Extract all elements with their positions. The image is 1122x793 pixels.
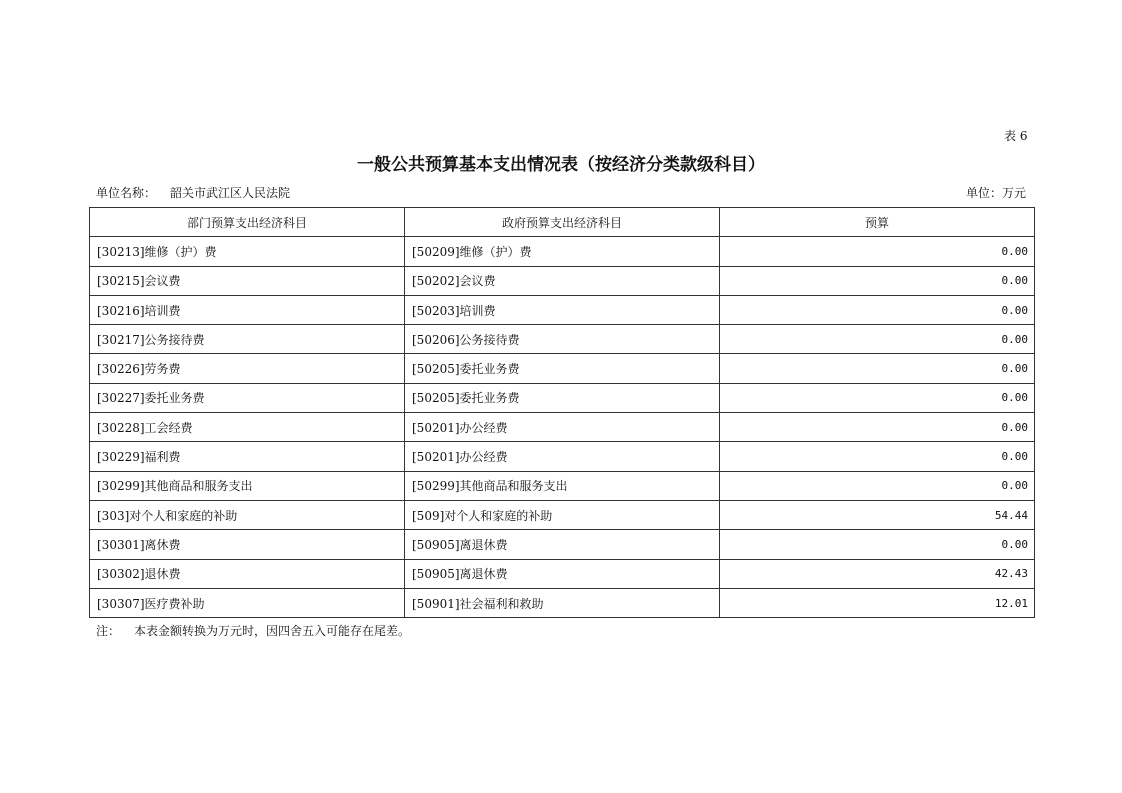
dept-subject-cell: [30307]医疗费补助 — [90, 588, 405, 617]
budget-amount-cell: 0.00 — [720, 471, 1035, 500]
dept-subject-cell: [30299]其他商品和服务支出 — [90, 471, 405, 500]
budget-amount-cell: 0.00 — [720, 530, 1035, 559]
budget-table — [89, 207, 1035, 618]
gov-subject-cell: [50203]培训费 — [405, 295, 720, 324]
footnote-text: 本表金额转换为万元时，因四舍五入可能存在尾差。 — [134, 624, 411, 638]
dept-subject-cell: [30227]委托业务费 — [90, 383, 405, 412]
gov-subject-cell: [50209]维修（护）费 — [405, 237, 720, 266]
table-row — [90, 559, 1035, 588]
table-row — [90, 237, 1035, 266]
budget-amount-cell: 0.00 — [720, 237, 1035, 266]
dept-subject-cell: [30229]福利费 — [90, 442, 405, 471]
dept-subject-cell: [30217]公务接待费 — [90, 325, 405, 354]
unit-name-label: 单位名称： — [96, 186, 157, 200]
dept-subject-cell: [30213]维修（护）费 — [90, 237, 405, 266]
table-row — [90, 442, 1035, 471]
gov-subject-cell: [50201]办公经费 — [405, 442, 720, 471]
budget-amount-cell: 0.00 — [720, 442, 1035, 471]
dept-subject-cell: [303]对个人和家庭的补助 — [90, 500, 405, 529]
dept-subject-cell: [30301]离休费 — [90, 530, 405, 559]
dept-subject-cell: [30216]培训费 — [90, 295, 405, 324]
header-budget: 预算 — [720, 208, 1035, 237]
budget-amount-cell: 0.00 — [720, 354, 1035, 383]
unit-name-value: 韶关市武江区人民法院 — [170, 186, 291, 200]
dept-subject-cell: [30228]工会经费 — [90, 413, 405, 442]
gov-subject-cell: [50202]会议费 — [405, 266, 720, 295]
gov-subject-cell: [50201]办公经费 — [405, 413, 720, 442]
budget-amount-cell: 0.00 — [720, 413, 1035, 442]
budget-amount-cell: 42.43 — [720, 559, 1035, 588]
gov-subject-cell: [50206]公务接待费 — [405, 325, 720, 354]
dept-subject-cell: [30215]会议费 — [90, 266, 405, 295]
budget-amount-cell: 0.00 — [720, 266, 1035, 295]
table-row — [90, 325, 1035, 354]
gov-subject-cell: [509]对个人和家庭的补助 — [405, 500, 720, 529]
table-row — [90, 588, 1035, 617]
gov-subject-cell: [50205]委托业务费 — [405, 383, 720, 412]
currency-unit: 单位：万元 — [965, 186, 1026, 200]
gov-subject-cell: [50905]离退休费 — [405, 530, 720, 559]
gov-subject-cell: [50901]社会福利和救助 — [405, 588, 720, 617]
table-row — [90, 295, 1035, 324]
dept-subject-cell: [30302]退休费 — [90, 559, 405, 588]
table-body — [90, 237, 1035, 618]
footnote — [96, 622, 410, 639]
table-row — [90, 354, 1035, 383]
table-row — [90, 413, 1035, 442]
budget-amount-cell: 0.00 — [720, 383, 1035, 412]
unit-name — [96, 184, 290, 201]
table-row — [90, 530, 1035, 559]
table-row — [90, 471, 1035, 500]
table-row — [90, 383, 1035, 412]
budget-amount-cell: 54.44 — [720, 500, 1035, 529]
header-gov-subject: 政府预算支出经济科目 — [405, 208, 720, 237]
table-row — [90, 266, 1035, 295]
gov-subject-cell: [50299]其他商品和服务支出 — [405, 471, 720, 500]
header-dept-subject: 部门预算支出经济科目 — [90, 208, 405, 237]
table-header-row — [90, 208, 1035, 237]
budget-amount-cell: 12.01 — [720, 588, 1035, 617]
gov-subject-cell: [50905]离退休费 — [405, 559, 720, 588]
dept-subject-cell: [30226]劳务费 — [90, 354, 405, 383]
table-row — [90, 500, 1035, 529]
page-title: 一般公共预算基本支出情况表（按经济分类款级科目） — [357, 155, 765, 175]
gov-subject-cell: [50205]委托业务费 — [405, 354, 720, 383]
budget-amount-cell: 0.00 — [720, 295, 1035, 324]
table-number: 表 6 — [1004, 129, 1028, 143]
footnote-label: 注： — [96, 624, 121, 638]
budget-amount-cell: 0.00 — [720, 325, 1035, 354]
